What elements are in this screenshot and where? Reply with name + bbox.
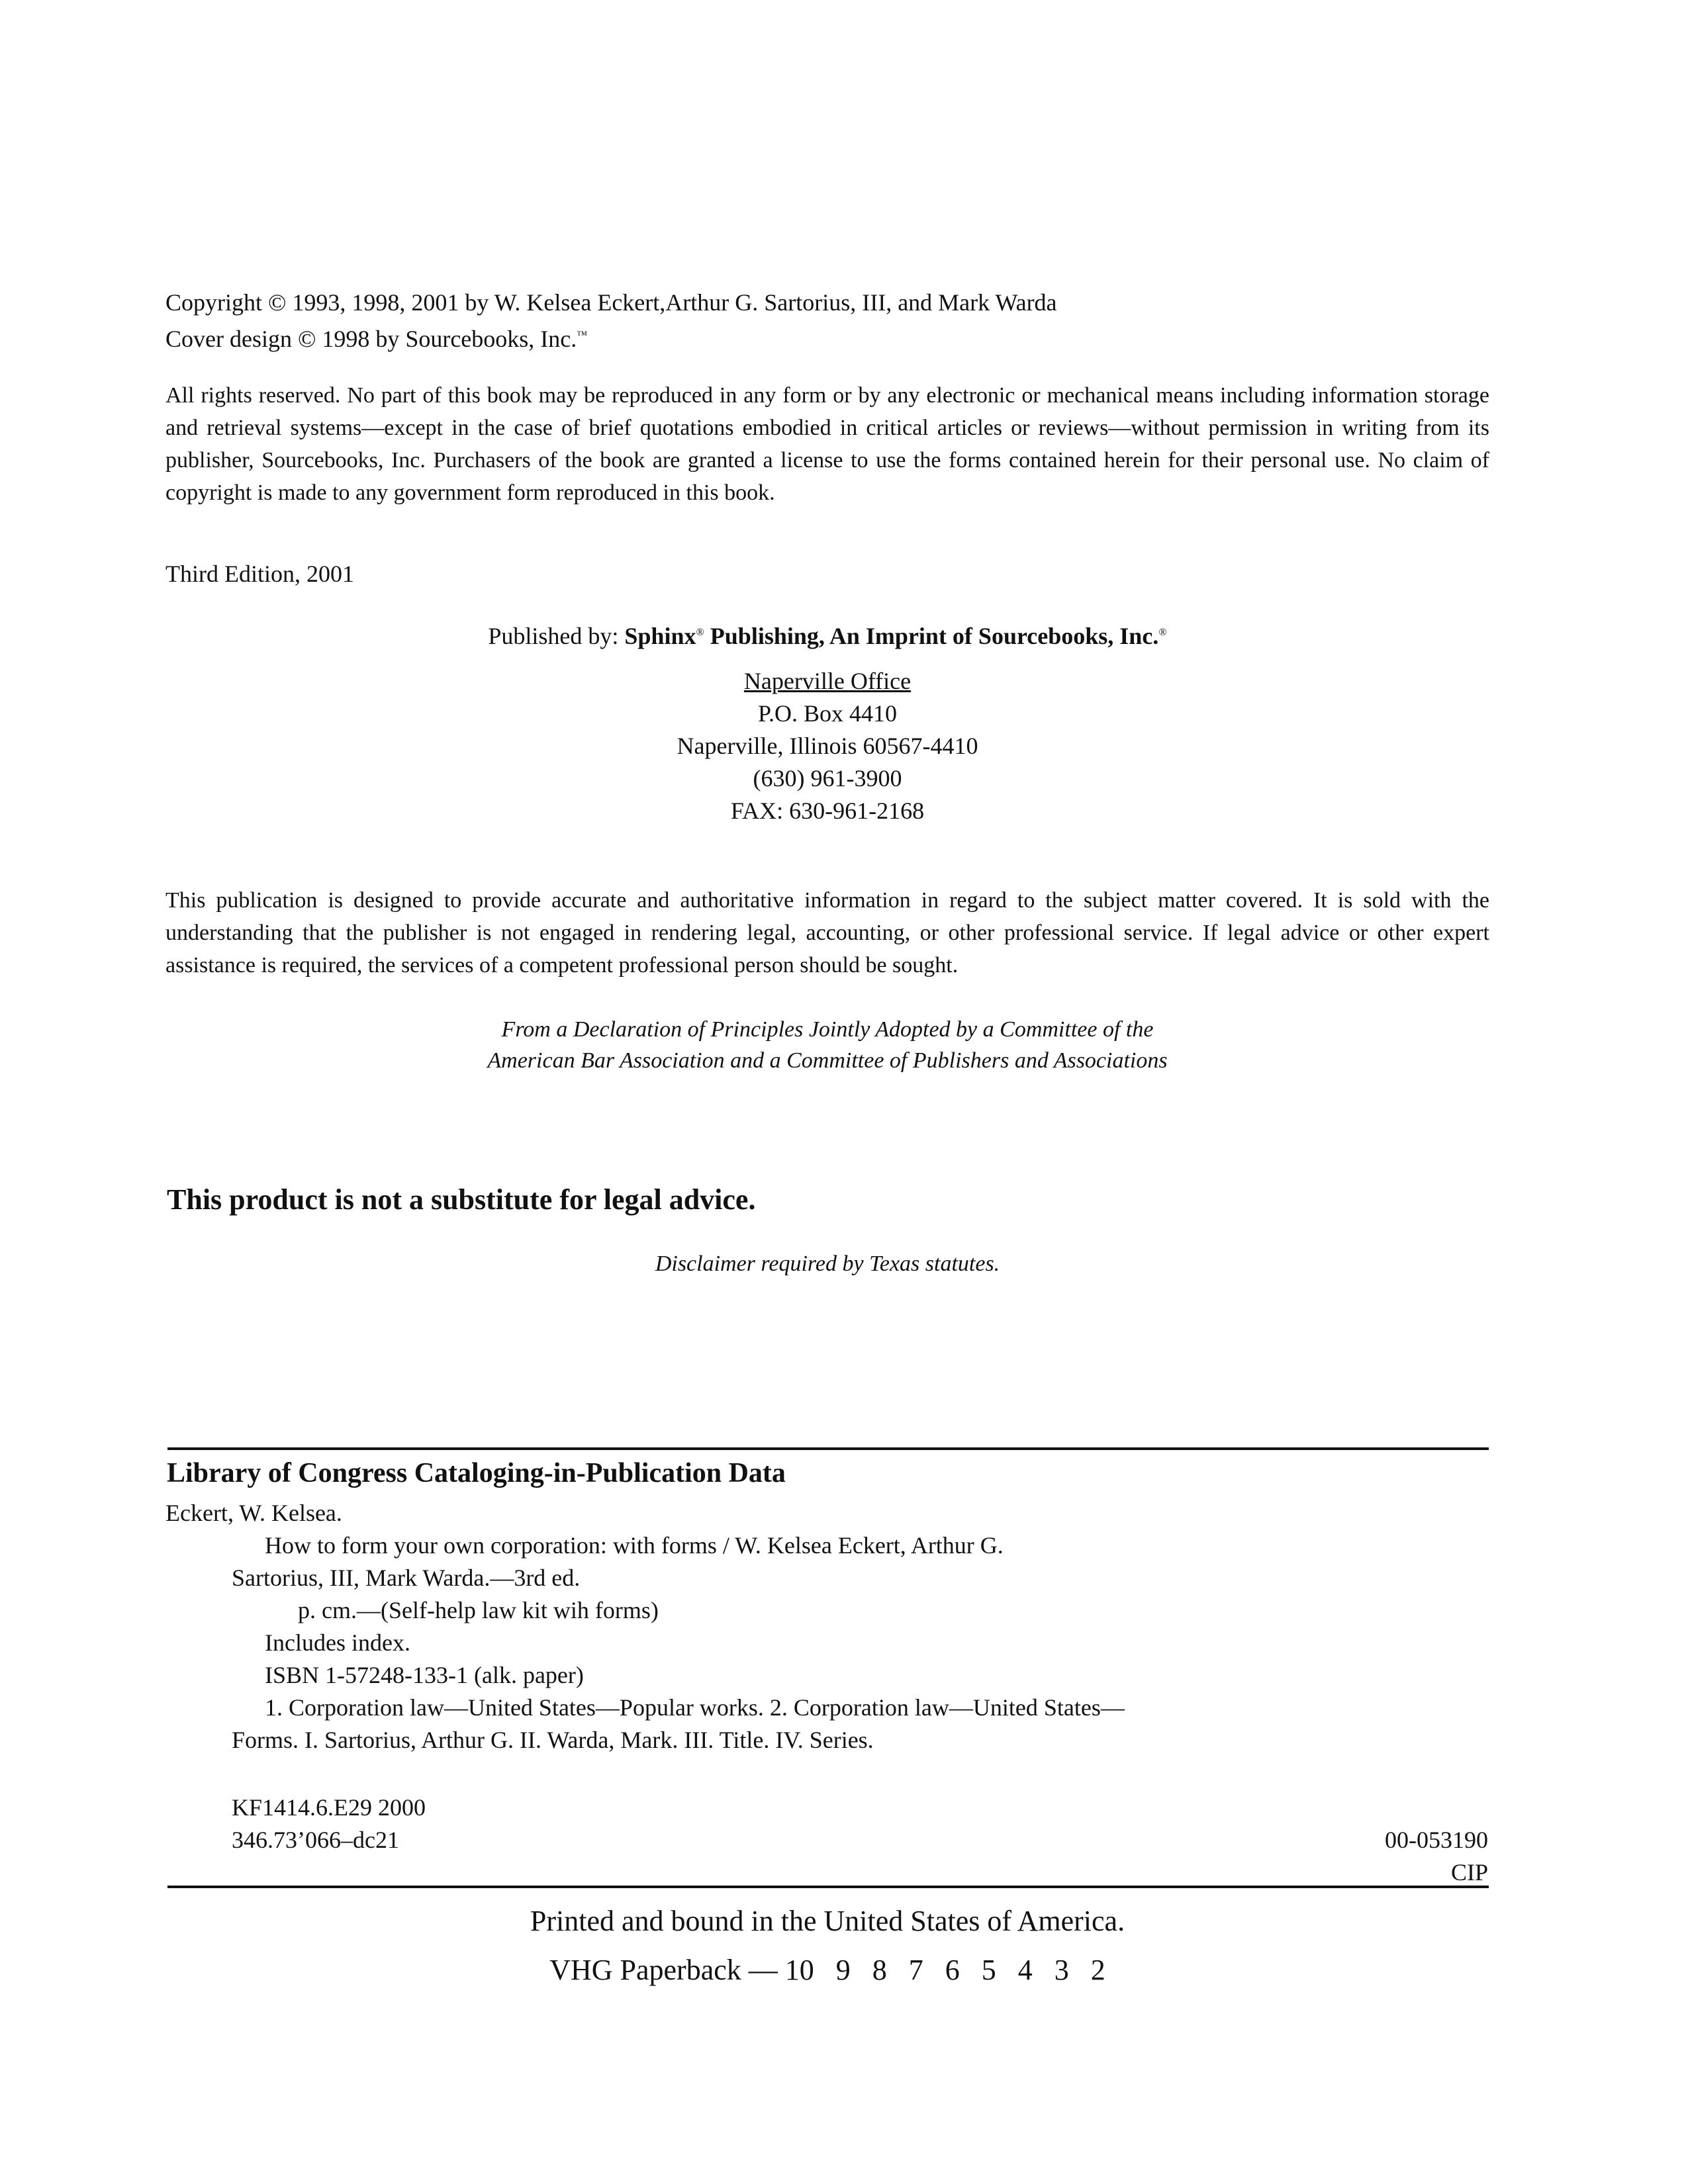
call-number: KF1414.6.E29 2000 xyxy=(232,1794,426,1821)
declaration-line-2: American Bar Association and a Committee of Publishers and Associations xyxy=(487,1048,1168,1073)
printing-line: VHG Paperback — 10 9 8 7 6 5 4 3 2 xyxy=(549,1954,1105,1986)
cip-heading: Library of Congress Cataloging-in-Publication Data xyxy=(167,1458,786,1488)
cip-line: Forms. I. Sartorius, Arthur G. II. Warda, Mark. III. Title. IV. Series. xyxy=(232,1727,874,1753)
cip-line: Includes index. xyxy=(265,1629,410,1656)
office-fax: FAX: 630-961-2168 xyxy=(730,797,925,824)
office-phone: (630) 961-3900 xyxy=(753,765,902,792)
texas-note: Disclaimer required by Texas statutes. xyxy=(655,1251,1000,1276)
cip-line: Eckert, W. Kelsea. xyxy=(165,1500,342,1526)
trademark-mark: ™ xyxy=(577,329,588,341)
publisher-prefix: Published by: xyxy=(488,623,625,649)
cip-entry xyxy=(165,1497,1489,1756)
printed-line: Printed and bound in the United States of America. xyxy=(530,1905,1125,1937)
cip-line: Sartorius, III, Mark Warda.—3rd ed. xyxy=(232,1565,581,1591)
cover-design-line xyxy=(165,319,1489,355)
disclaimer-paragraph: This publication is designed to provide accurate and authoritative information in regard to the subject matter covered. It is sold with the understanding that the publisher is not engaged in rendering legal, accounting, or other professional service. If legal advice or other expert assistance is required, the services of a competent professional person should be sought. xyxy=(165,888,1489,978)
cip-line: p. cm.—(Self-help law kit wih forms) xyxy=(298,1597,659,1623)
dewey-number: 346.73’066–dc21 xyxy=(232,1827,399,1853)
cip-line: How to form your own corporation: with forms / W. Kelsea Eckert, Arthur G. xyxy=(265,1532,1004,1559)
cip-line: ISBN 1-57248-133-1 (alk. paper) xyxy=(265,1662,584,1688)
declaration-citation xyxy=(165,1014,1489,1076)
cip-bottom-rule xyxy=(167,1886,1489,1888)
cip-tag: CIP xyxy=(1450,1859,1488,1886)
rights-paragraph: All rights reserved. No part of this book may be reproduced in any form or by any electronic or mechanical means including information storage and retrieval systems—except in the case of brief quotations embodied in critical articles or reviews—without permission in writing from its publisher, Sourcebooks, Inc. Purchasers of the book are granted a license to use the forms contained herein for their personal use. No claim of copyright is made to any government form reproduced in this book. xyxy=(165,383,1489,505)
office-city: Naperville, Illinois 60567-4410 xyxy=(677,733,978,759)
edition-line: Third Edition, 2001 xyxy=(165,561,354,587)
cip-top-rule xyxy=(167,1447,1489,1450)
registered-mark: ® xyxy=(696,626,704,638)
office-name: Naperville Office xyxy=(743,668,912,694)
lccn: 00-053190 xyxy=(1385,1827,1488,1853)
legal-notice: This product is not a substitute for legal advice. xyxy=(167,1183,756,1216)
cip-identifiers xyxy=(1192,1824,1488,1889)
registered-mark: ® xyxy=(1158,626,1167,638)
copyright-block xyxy=(165,287,1489,355)
cip-line: 1. Corporation law—United States—Popular works. 2. Corporation law—United States— xyxy=(265,1694,1125,1721)
publisher-imprint: Publishing, An Imprint of Sourcebooks, Inc. xyxy=(704,623,1159,649)
office-address xyxy=(165,665,1489,827)
copyright-line: Copyright © 1993, 1998, 2001 by W. Kelsea Eckert,Arthur G. Sartorius, III, and Mark Warda xyxy=(165,289,1057,316)
publisher-name: Sphinx xyxy=(624,623,696,649)
publisher-line xyxy=(165,616,1489,653)
cover-design-text: Cover design © 1998 by Sourcebooks, Inc. xyxy=(165,326,577,352)
po-box: P.O. Box 4410 xyxy=(757,700,898,727)
cip-classification xyxy=(232,1792,426,1856)
declaration-line-1: From a Declaration of Principles Jointly Adopted by a Committee of the xyxy=(501,1017,1154,1042)
